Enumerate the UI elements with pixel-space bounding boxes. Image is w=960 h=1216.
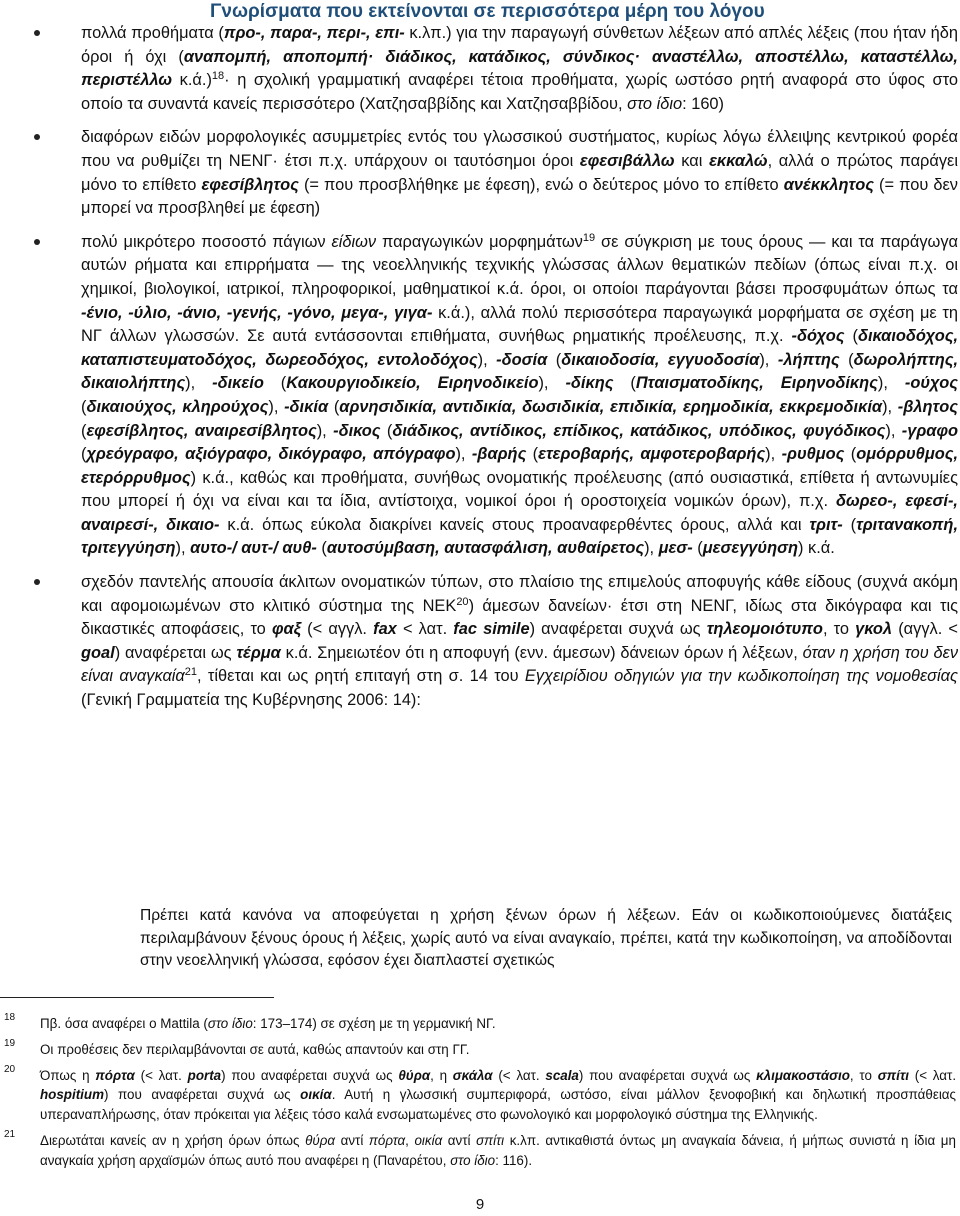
- text-run: , η: [430, 1067, 453, 1083]
- emphasis-text: δικαιοδόχος, καταπιστευματοδόχος, δωρεοδόχος, εντολοδόχος: [81, 327, 958, 369]
- text-run: , τίθεται και ως ρητή επιταγή στη σ. 14 του: [197, 667, 525, 686]
- text-run: διαφόρων ειδών μορφολογικές ασυμμετρίες εντός του γλωσσικού συστήματος, κυρίως λόγω έλλειψης κεντρικού φορέα που να ρυθμίζει τη ΝΕΝΓ· έτσι π.χ. υπάρχουν οι ταυτόσημοι όροι: [81, 128, 958, 170]
- emphasis-text: στο ίδιο: [627, 94, 683, 113]
- section-heading: Γνωρίσματα που εκτείνονται σε περισσότερα μέρη του λόγου: [210, 1, 765, 22]
- emphasis-text: fac simile: [453, 620, 530, 639]
- text-run: (: [380, 421, 393, 440]
- emphasis-text: εφεσίβλητος, αναιρεσίβλητος: [86, 421, 317, 440]
- block-quote: [140, 905, 952, 973]
- footnote: [0, 1063, 957, 1125]
- emphasis-text: σπίτι: [877, 1067, 910, 1083]
- text-run: : 173–174) σε σχέση με τη γερμανική ΝΓ.: [252, 1016, 496, 1031]
- text-run: ) αναφέρεται ως: [114, 643, 237, 662]
- text-run: , το: [849, 1067, 878, 1083]
- emphasis-text: σπίτι: [476, 1132, 505, 1148]
- emphasis-text: εκκαλώ: [709, 151, 768, 170]
- emphasis-text: fax: [373, 620, 397, 639]
- text-run: (: [316, 539, 327, 558]
- text-run: ),: [175, 539, 191, 558]
- text-run: ) που αναφέρεται συχνά ως: [221, 1067, 399, 1083]
- text-run: ),: [877, 374, 905, 393]
- text-run: (: [844, 445, 857, 464]
- emphasis-text: πόρτα: [368, 1132, 406, 1148]
- text-run: ),: [538, 374, 566, 393]
- emphasis-text: προ-, παρα-, περι-, επι-: [223, 24, 405, 42]
- text-run: ) αναφέρεται συχνά ως: [529, 620, 707, 639]
- emphasis-text: -δίκης: [565, 374, 614, 393]
- text-run: ) που αναφέρεται συχνά ως: [578, 1067, 757, 1083]
- text-run: Διερωτάται κανείς αν η χρήση όρων όπως: [40, 1132, 306, 1148]
- emphasis-text: μεσεγγύηση: [702, 539, 799, 558]
- emphasis-text: τριτ-: [809, 515, 843, 534]
- text-run: : 160): [682, 94, 725, 113]
- text-run: (: [263, 374, 287, 393]
- emphasis-text: -δοσία: [496, 350, 548, 369]
- text-run: (: [692, 539, 703, 558]
- text-run: Όπως η: [40, 1067, 96, 1083]
- emphasis-text: εφεσίβλητος: [201, 175, 299, 194]
- block-quote-text: Πρέπει κατά κανόνα να αποφεύγεται η χρήση ξένων όρων ή λέξεων. Εάν οι κωδικοποιούμενες διατάξεις περιλαμβάνουν ξένους όρους ή λέξεις, χωρίς αυτό να είναι αναγκαίο, πρέπει, κατά την κωδικοποίηση, να αποδίδονται στην νεοελληνική γλώσσα, εφόσον έχει διαπλαστεί σχετικώς: [140, 907, 952, 969]
- emphasis-text: αυτο-/ αυτ-/ αυθ-: [190, 539, 317, 558]
- text-run: (= που προσβλήθηκε με έφεση), ενώ ο δεύτερος μόνο το επίθετο: [298, 175, 784, 194]
- feature-list: [28, 22, 958, 723]
- emphasis-text: goal: [81, 643, 115, 662]
- text-run: ,: [405, 1132, 415, 1148]
- emphasis-text: Εγχειρίδιου οδηγιών για την κωδικοποίηση της νομοθεσίας: [524, 667, 958, 686]
- text-run: κ.ά. όπως εύκολα διακρίνει κανείς στους προαναφερθέντες όρους, αλλά και: [219, 515, 810, 534]
- emphasis-text: ανέκκλητος: [783, 175, 874, 194]
- text-run: ),: [885, 421, 902, 440]
- text-run: κ.ά. Σημειωτέον ότι η αποφυγή (ενν. άμεσων) δάνειων όρων ή λέξεων,: [280, 643, 803, 662]
- footnote-text: [40, 1014, 956, 1034]
- emphasis-text: δωρεο-, εφεσί-, αναιρεσί-, δικαιο-: [81, 492, 958, 534]
- text-run: (: [844, 327, 858, 346]
- list-item-text: [81, 231, 958, 561]
- footnote-ref: 20: [456, 595, 469, 608]
- emphasis-text: εφεσιβάλλω: [579, 151, 675, 170]
- emphasis-text: hospitium: [40, 1087, 104, 1103]
- list-item-text: [81, 126, 958, 220]
- footnote-number: 18: [4, 1012, 16, 1023]
- emphasis-text: θύρα: [305, 1132, 336, 1148]
- text-run: αντί: [335, 1132, 369, 1148]
- text-run: (< λατ.: [909, 1067, 957, 1083]
- emphasis-text: ετεροβαρής, αμφοτεροβαρής: [538, 445, 766, 464]
- list-item-text: [81, 571, 958, 713]
- emphasis-text: -δικείο: [212, 374, 264, 393]
- emphasis-text: Πταισματοδίκης, Ειρηνοδίκης: [635, 374, 878, 393]
- text-run: ) άμεσων δανείων· έτσι στη ΝΕΝΓ, ιδίως στα δικόγραφα και τις δικαστικές αποφάσεις, το: [81, 596, 958, 639]
- text-run: (= που δεν μπορεί να προσβληθεί με έφεση): [81, 175, 958, 218]
- text-run: ) που αναφέρεται συχνά ως: [103, 1087, 301, 1103]
- emphasis-text: -δικος: [333, 421, 381, 440]
- emphasis-text: δικαιούχος, κληρούχος: [86, 397, 269, 416]
- emphasis-text: μεσ-: [658, 539, 693, 558]
- text-run: ),: [455, 445, 472, 464]
- footnote: [0, 1014, 956, 1034]
- emphasis-text: χρεόγραφο, αξιόγραφο, δικόγραφο, απόγραφο: [86, 445, 456, 464]
- emphasis-text: κλιμακοστάσιο: [756, 1067, 850, 1083]
- list-item-text: [81, 22, 958, 116]
- footnote-number: 21: [4, 1128, 16, 1140]
- text-run: και: [674, 151, 710, 170]
- text-run: (: [81, 421, 87, 440]
- footnotes: [0, 1014, 956, 1177]
- emphasis-text: διάδικος, αντίδικος, επίδικος, κατάδικος, υπόδικος, φυγόδικος: [392, 421, 886, 440]
- emphasis-text: -γραφο: [901, 421, 958, 440]
- text-run: (< λατ.: [492, 1067, 546, 1083]
- text-run: ),: [882, 397, 898, 416]
- emphasis-text: -δόχος: [791, 327, 845, 346]
- emphasis-text: -βαρής: [471, 445, 527, 464]
- emphasis-text: αυτοσύμβαση, αυτασφάλιση, αυθαίρετος: [326, 539, 645, 558]
- text-run: ) κ.ά.: [798, 539, 835, 558]
- list-item: [28, 22, 958, 116]
- text-run: κ.ά.), αλλά πολύ περισσότερα παραγωγικά μορφήματα σε σχέση με τη ΝΓ άλλων γλωσσών. Σε αυτά εντάσσονται επιθήματα, συνήθως ρηματικής προέλευσης, π.χ.: [81, 303, 958, 346]
- emphasis-text: -ούχος: [904, 374, 959, 393]
- emphasis-text: τριτανακοπή, τριτεγγύηση: [81, 515, 958, 558]
- text-run: · η σχολική γραμματική αναφέρει τέτοια προθήματα, χωρίς ωστόσο ρητή αναφορά στο ύφος στο οποίο τα συναντά κανείς περισσότερο (Χατζησαββίδης και Χατζησαββίδου,: [81, 71, 958, 113]
- footnote: [0, 1037, 956, 1060]
- text-run: ),: [644, 539, 659, 558]
- text-run: < λατ.: [396, 620, 454, 639]
- list-item: [28, 231, 958, 561]
- text-run: ),: [268, 397, 285, 416]
- emphasis-text: οικία: [414, 1132, 443, 1148]
- emphasis-text: στο ίδιο: [207, 1016, 253, 1031]
- emphasis-text: -λήπτης: [777, 350, 840, 369]
- text-run: (: [842, 515, 857, 534]
- emphasis-text: Κακουργιοδικείο, Ειρηνοδικείο: [286, 374, 539, 393]
- text-run: (Γενική Γραμματεία της Κυβέρνησης 2006: 14):: [81, 691, 421, 710]
- text-run: , αλλά ο πρώτος παράγει μόνο το επίθετο: [81, 151, 958, 194]
- emphasis-text: αναπομπή, αποπομπή· διάδικος, κατάδικος, σύνδικος· αναστέλλω, αποστέλλω, καταστέλλω, περιστέλλω: [81, 47, 958, 90]
- emphasis-text: πόρτα: [95, 1067, 135, 1083]
- footnote-text: [40, 1131, 956, 1171]
- footnote-text: [40, 1066, 956, 1125]
- text-run: ),: [759, 350, 778, 369]
- list-item: [28, 126, 958, 220]
- emphasis-text: φαξ: [271, 620, 302, 639]
- text-run: (: [328, 397, 340, 416]
- emphasis-text: στο ίδιο: [450, 1152, 496, 1168]
- emphasis-text: οικία: [300, 1087, 332, 1103]
- emphasis-text: θύρα: [398, 1067, 431, 1083]
- text-run: (: [81, 445, 87, 464]
- emphasis-text: -βλητος: [897, 397, 958, 416]
- text-run: σε σύγκριση με τους όρους — και τα παράγωγα αυτών ρήματα και επιρρήματα — της νεοελληνικής τεχνικής γλώσσας άλλων θεματικών πεδίων (όπως είναι π.χ. οι χημικοί, βιολογικοί, ιατρικοί, πληροφορικοί, μαθηματικοί κ.ά. όροι, οι οποίοι παράγονται βάσει προσφυμάτων όπως τα: [81, 232, 959, 298]
- footnote-ref: 18: [211, 70, 225, 83]
- footnote-text: [40, 1040, 956, 1060]
- text-run: (< λατ.: [134, 1067, 188, 1083]
- text-run: κ.λπ.) για την παραγωγή σύνθετων λέξεων από απλές λέξεις (που ήταν ήδη όροι ή όχι (: [81, 24, 958, 66]
- text-run: αντί: [442, 1132, 477, 1148]
- text-run: κ.ά.): [172, 71, 212, 90]
- text-run: ) κ.ά., καθώς και προθήματα, συνήθως ονοματικής προέλευσης (από ουσιαστικά, επίθετα ή αντωνυμίες που μπορεί ή όχι να είναι και τα ίδια, αντίστοιχα, νομικοί όροι ή οροστοιχεία νομικών όρων), π.χ.: [81, 468, 958, 511]
- text-run: (: [547, 350, 562, 369]
- emphasis-text: τέρμα: [236, 643, 281, 662]
- emphasis-text: δικαιοδοσία, εγγυοδοσία: [561, 350, 760, 369]
- emphasis-text: δωρολήπτης, δικαιολήπτης: [81, 350, 958, 393]
- list-item: [28, 571, 958, 713]
- text-run: (: [526, 445, 539, 464]
- emphasis-text: όταν η χρήση του δεν είναι αναγκαία: [81, 643, 959, 686]
- text-run: . Αυτή η γλωσσική συμπεριφορά, ωστόσο, είναι μάλλον ξενοφοβική και δηλωτική προσπάθειας υπεραναπλήρωσης, όταν πρόκειται για λέξεις τόσο καλά ενσωματωμένες στο φωνολογικό και μορφολογικό σύστημα της Ελληνικής.: [40, 1087, 957, 1123]
- text-run: ),: [477, 350, 497, 369]
- text-run: πολύ μικρότερο ποσοστό πάγιων: [81, 232, 332, 251]
- emphasis-text: scala: [545, 1067, 579, 1083]
- text-run: (< αγγλ.: [301, 620, 374, 639]
- footnote-number: 19: [4, 1037, 16, 1049]
- text-run: ),: [765, 445, 782, 464]
- text-run: Οι προθέσεις δεν περιλαμβάνονται σε αυτά, καθώς απαντούν και στη ΓΓ.: [40, 1041, 470, 1057]
- emphasis-text: γκολ: [855, 620, 893, 639]
- text-run: ),: [316, 421, 334, 440]
- text-run: πολλά προθήματα (: [81, 24, 224, 42]
- text-run: κ.λπ. αντικαθιστά όντως μη αναγκαία δάνεια, ή μήπως συνιστά η ίδια μη αναγκαία χρήση αρχαϊσμών όπως αυτό που αναφέρει η (Παναρέτου,: [40, 1132, 956, 1168]
- emphasis-text: porta: [187, 1067, 222, 1083]
- page-number: 9: [475, 1196, 485, 1213]
- text-run: , το: [822, 620, 856, 639]
- footnote: [0, 1128, 956, 1171]
- text-run: (αγγλ. <: [892, 620, 958, 639]
- text-run: (: [839, 350, 854, 369]
- emphasis-text: -δικία: [284, 397, 329, 416]
- footnote-ref: 19: [582, 231, 596, 244]
- emphasis-text: -ρυθμος: [781, 445, 845, 464]
- text-run: (: [613, 374, 636, 393]
- emphasis-text: -ένιο, -ύλιο, -άνιο, -γενής, -γόνο, μεγα-, γιγα-: [81, 303, 433, 322]
- text-run: ),: [185, 374, 213, 393]
- emphasis-text: τηλεομοιότυπο: [706, 620, 823, 639]
- text-run: Πβ. όσα αναφέρει ο Mattila (: [40, 1016, 208, 1031]
- footnote-number: 20: [4, 1063, 16, 1075]
- text-run: παραγωγικών μορφημάτων: [376, 232, 583, 251]
- emphasis-text: αρνησιδικία, αντιδικία, δωσιδικία, επιδικία, ερημοδικία, εκκρεμοδικία: [339, 397, 883, 416]
- text-run: : 116).: [495, 1152, 533, 1168]
- text-run: σχεδόν παντελής απουσία άκλιτων ονοματικών τύπων, στο πλαίσιο της επιμελούς αποφυγής κάθε είδους (συχνά ακόμη και αφομοιωμένων στο κλιτικό σύστημα της ΝΕΚ: [81, 573, 958, 615]
- emphasis-text: σκάλα: [452, 1067, 493, 1083]
- footnote-divider: [0, 997, 274, 998]
- emphasis-text: είδιων: [331, 232, 377, 251]
- footnote-ref: 21: [184, 666, 198, 679]
- emphasis-text: ομόρρυθμος, ετερόρρυθμος: [81, 445, 958, 487]
- text-run: (: [81, 397, 87, 416]
